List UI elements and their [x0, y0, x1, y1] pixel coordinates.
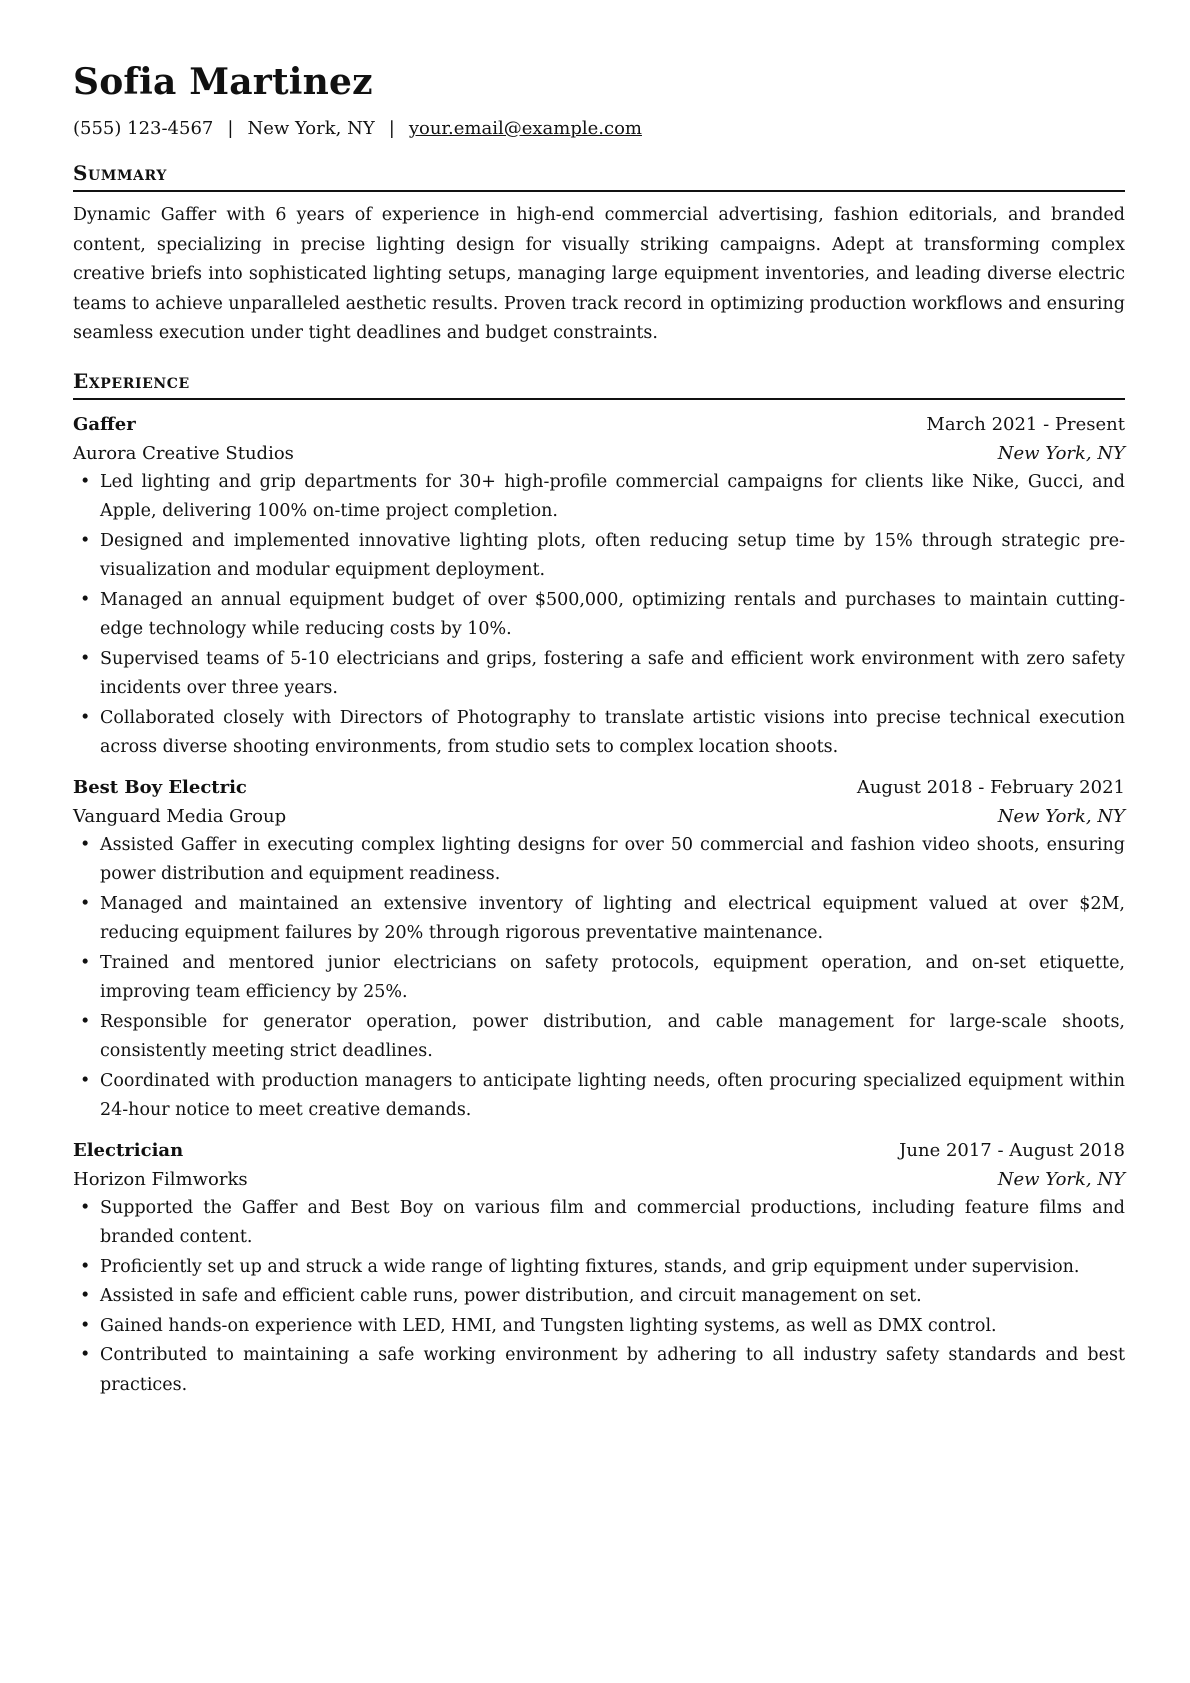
bullet-icon: •	[80, 893, 91, 914]
summary-section	[73, 159, 1125, 349]
bullet-text: Managed and maintained an extensive inventory of lighting and electrical equipment valued at over $2M, reducing equipment failures by 20% through rigorous preventative maintenance.	[100, 893, 1125, 943]
bullet-icon: •	[80, 1345, 91, 1365]
bullet-icon: •	[80, 952, 91, 973]
job-header	[73, 1136, 1125, 1165]
bullet-text: Managed an annual equipment budget of over $500,000, optimizing rentals and purchases to maintain cutting-edge technology while reducing costs by 10%.	[100, 589, 1125, 639]
job-header	[73, 410, 1125, 439]
bullet-item	[73, 890, 1125, 949]
bullet-item	[73, 1312, 1125, 1342]
bullet-item	[73, 645, 1125, 704]
contact-separator: |	[388, 118, 395, 139]
job-entry	[73, 1136, 1125, 1401]
bullet-text: Trained and mentored junior electricians on safety protocols, equipment operation, and on-set etiquette, improving team efficiency by 25%.	[100, 952, 1125, 1002]
bullet-item	[73, 949, 1125, 1008]
bullet-text: Collaborated closely with Directors of Photography to translate artistic visions into precise technical execution across diverse shooting environments, from studio sets to complex location shoots.	[100, 707, 1125, 757]
contact-line	[73, 116, 1125, 142]
job-dates: March 2021 - Present	[926, 413, 1125, 435]
bullet-item	[73, 831, 1125, 890]
bullet-text: Assisted in safe and efficient cable runs, power distribution, and circuit management on set.	[100, 1286, 922, 1306]
job-dates: August 2018 - February 2021	[856, 776, 1125, 798]
experience-heading: Experience	[73, 367, 1125, 400]
bullet-item	[73, 468, 1125, 527]
job-dates: June 2017 - August 2018	[899, 1139, 1125, 1161]
bullet-icon: •	[80, 707, 91, 728]
job-title: Electrician	[73, 1139, 184, 1161]
bullet-text: Contributed to maintaining a safe working environment by adhering to all industry safety standards and best practices.	[100, 1345, 1125, 1395]
job-location: New York, NY	[997, 442, 1125, 464]
job-bullets	[73, 831, 1125, 1126]
bullet-icon: •	[80, 471, 91, 492]
summary-heading: Summary	[73, 159, 1125, 192]
job-location: New York, NY	[997, 805, 1125, 827]
job-entry	[73, 410, 1125, 763]
bullet-item	[73, 586, 1125, 645]
summary-text: Dynamic Gaffer with 6 years of experience in high-end commercial advertising, fashion editorials, and branded content, specializing in precise lighting design for visually striking campaigns. Adept at transforming complex creative briefs into sophisticated lighting setups, managing large equipment inventories, and leading diverse electric teams to achieve unparalleled aesthetic results. Proven track record in optimizing production workflows and ensuring seamless execution under tight deadlines and budget constraints.	[73, 205, 1125, 343]
bullet-item	[73, 527, 1125, 586]
company-name: Horizon Filmworks	[73, 1168, 248, 1190]
job-entry	[73, 773, 1125, 1126]
job-location: New York, NY	[997, 1168, 1125, 1190]
bullet-text: Led lighting and grip departments for 30+ high-profile commercial campaigns for clients like Nike, Gucci, and Apple, delivering 100% on-time project completion.	[100, 471, 1125, 521]
contact-separator: |	[227, 118, 234, 139]
bullet-icon: •	[80, 834, 91, 855]
bullet-icon: •	[80, 1315, 91, 1336]
candidate-name: Sofia Martinez	[73, 61, 373, 103]
job-header	[73, 773, 1125, 802]
company-name: Aurora Creative Studios	[73, 442, 294, 464]
bullet-icon: •	[80, 1256, 91, 1277]
bullet-text: Supported the Gaffer and Best Boy on various film and commercial productions, including feature films and branded content.	[100, 1197, 1125, 1247]
bullet-text: Assisted Gaffer in executing complex lighting designs for over 50 commercial and fashion video shoots, ensuring power distribution and equipment readiness.	[100, 834, 1125, 884]
job-subheader	[73, 439, 1125, 468]
bullet-item	[73, 704, 1125, 763]
resume-page	[73, 60, 1125, 1400]
job-bullets	[73, 1194, 1125, 1401]
bullet-icon: •	[80, 1197, 91, 1218]
location-text: New York, NY	[247, 118, 375, 139]
job-title: Gaffer	[73, 413, 136, 435]
job-subheader	[73, 1165, 1125, 1194]
phone-number: (555) 123-4567	[73, 118, 214, 139]
bullet-item	[73, 1008, 1125, 1067]
bullet-icon: •	[80, 1070, 91, 1091]
job-subheader	[73, 802, 1125, 831]
bullet-text: Proficiently set up and struck a wide range of lighting fixtures, stands, and grip equipment under supervision.	[100, 1256, 1080, 1277]
bullet-icon: •	[80, 1286, 91, 1306]
bullet-text: Responsible for generator operation, power distribution, and cable management for large-scale shoots, consistently meeting strict deadlines.	[100, 1011, 1125, 1061]
bullet-icon: •	[80, 648, 91, 669]
bullet-item	[73, 1194, 1125, 1253]
company-name: Vanguard Media Group	[73, 805, 287, 827]
bullet-item	[73, 1067, 1125, 1126]
bullet-text: Coordinated with production managers to anticipate lighting needs, often procuring specialized equipment within 24-hour notice to meet creative demands.	[100, 1070, 1125, 1120]
job-bullets	[73, 468, 1125, 763]
bullet-text: Designed and implemented innovative lighting plots, often reducing setup time by 15% through strategic pre-visualization and modular equipment deployment.	[100, 530, 1125, 580]
bullet-text: Gained hands-on experience with LED, HMI, and Tungsten lighting systems, as well as DMX control.	[100, 1315, 997, 1336]
bullet-item	[73, 1282, 1125, 1312]
bullet-icon: •	[80, 589, 91, 610]
bullet-item	[73, 1253, 1125, 1283]
bullet-item	[73, 1341, 1125, 1400]
bullet-text: Supervised teams of 5-10 electricians and grips, fostering a safe and efficient work environment with zero safety incidents over three years.	[100, 648, 1125, 698]
bullet-icon: •	[80, 1011, 91, 1032]
email-link[interactable]: your.email@example.com	[408, 118, 642, 139]
experience-section	[73, 367, 1125, 1401]
bullet-icon: •	[80, 530, 91, 551]
job-title: Best Boy Electric	[73, 776, 247, 798]
